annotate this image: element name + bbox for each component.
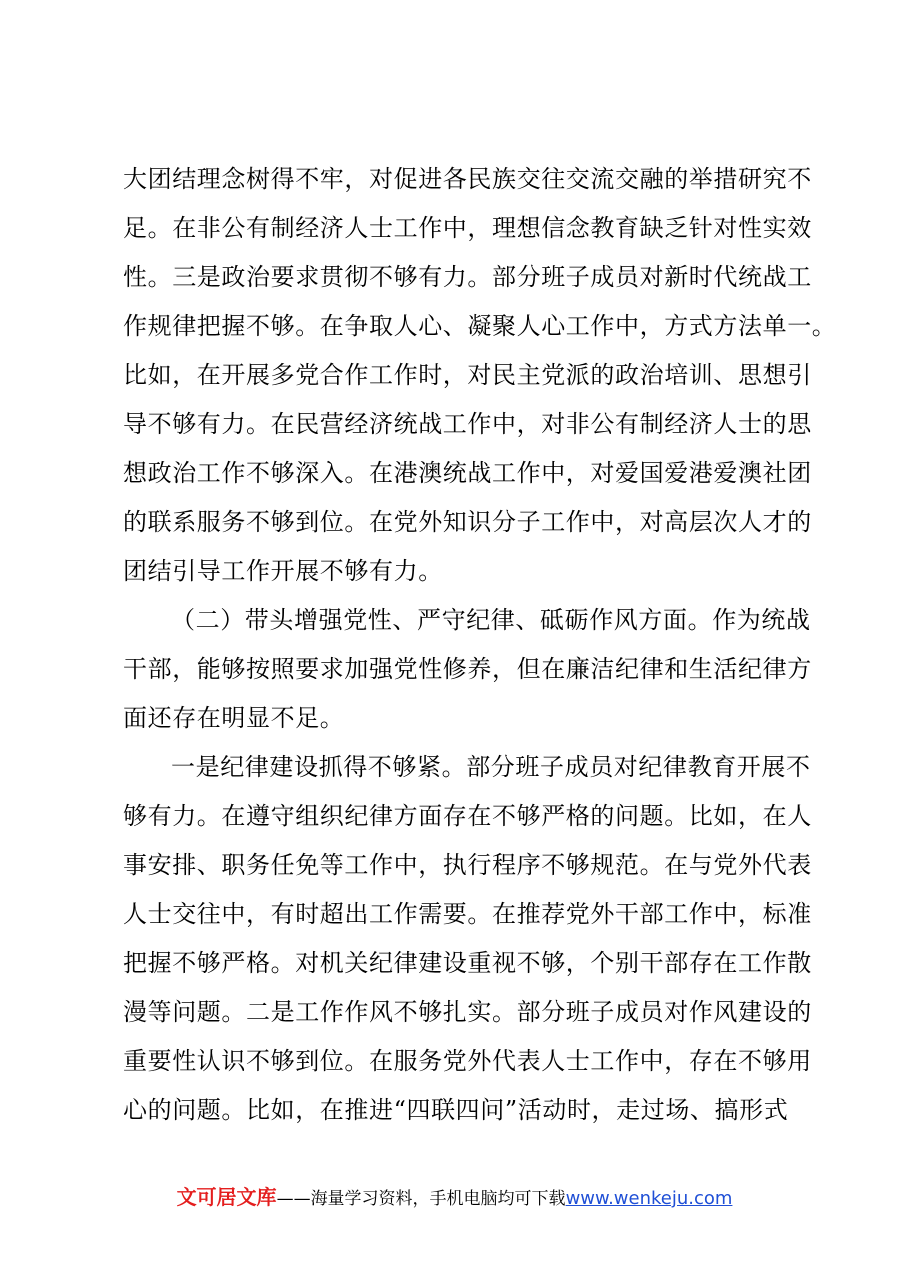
section-heading-line: （二）带头增强党性、严守纪律、砥砺作风方面。作为统战 [171,606,811,634]
footer-url-link[interactable]: www.wenkeju.com [565,1188,733,1209]
footer-brand: 文可居文库 [176,1185,277,1209]
text-line: 人士交往中，有时超出工作需要。在推荐党外干部工作中，标准 [123,900,812,928]
document-body [123,155,837,1135]
footer-banner [0,1181,909,1210]
text-line: 把握不够严格。对机关纪律建设重视不够，个别干部存在工作散 [123,949,812,977]
text-line: 面还存在明显不足。 [123,704,345,732]
text-line: 作规律把握不够。在争取人心、凝聚人心工作中，方式方法单一。 [123,312,837,340]
text-line: 事安排、职务任免等工作中，执行程序不够规范。在与党外代表 [123,851,812,879]
text-line: 足。在非公有制经济人士工作中，理想信念教育缺乏针对性实效 [123,214,812,242]
text-line: 导不够有力。在民营经济统战工作中，对非公有制经济人士的思 [123,410,812,438]
text-line: 团结引导工作开展不够有力。 [123,557,443,585]
text-line: 干部，能够按照要求加强党性修养，但在廉洁纪律和生活纪律方 [123,655,812,683]
paragraph-first-line: 一是纪律建设抓得不够紧。部分班子成员对纪律教育开展不 [171,753,811,781]
footer-slogan: ——海量学习资料，手机电脑均可下载 [276,1189,566,1209]
text-line: 够有力。在遵守组织纪律方面存在不够严格的问题。比如，在人 [123,802,812,830]
text-line: 的联系服务不够到位。在党外知识分子工作中，对高层次人才的 [123,508,812,536]
text-line: 大团结理念树得不牢，对促进各民族交往交流交融的举措研究不 [123,165,812,193]
text-line: 心的问题。比如，在推进“四联四问”活动时，走过场、搞形式 [123,1096,789,1124]
text-line: 比如，在开展多党合作工作时，对民主党派的政治培训、思想引 [123,361,812,389]
text-line: 重要性认识不够到位。在服务党外代表人士工作中，存在不够用 [123,1047,812,1075]
text-line: 漫等问题。二是工作作风不够扎实。部分班子成员对作风建设的 [123,998,812,1026]
text-line: 性。三是政治要求贯彻不够有力。部分班子成员对新时代统战工 [123,263,812,291]
text-line: 想政治工作不够深入。在港澳统战工作中，对爱国爱港爱澳社团 [123,459,812,487]
